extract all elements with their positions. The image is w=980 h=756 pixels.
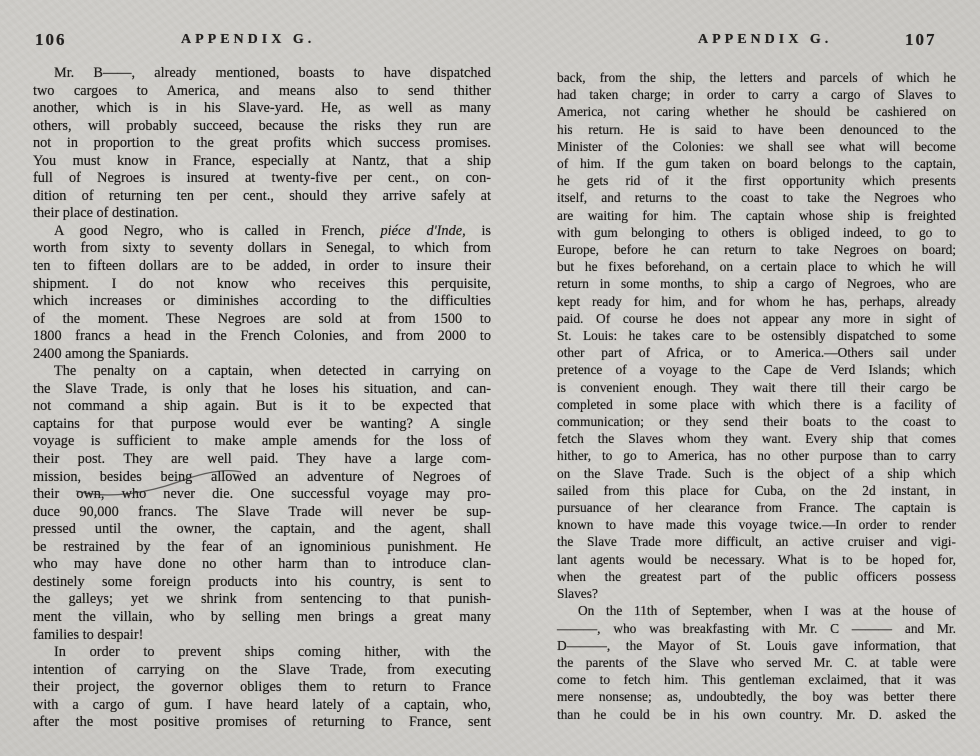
text-line: families to despair! <box>33 626 144 643</box>
text-line: with a cargo of gum. I have heard lately of a captain, who, <box>33 696 491 713</box>
text-line: Slaves? <box>557 586 598 602</box>
text-line: who may have done no other harm than to introduce clan- <box>33 556 491 573</box>
text-line: of him. If the gum taken on board belongs to the captain, <box>557 156 956 172</box>
text-line: return in some months, to ship a cargo of Negroes, who are <box>557 276 956 292</box>
text-line: mission, besides being allowed an adventure of Negroes of <box>33 468 491 485</box>
text-line: be restrained by the fear of an ignominious punishment. He <box>33 538 491 555</box>
text-line: pressed until the owner, the captain, and the agent, shall <box>33 521 491 538</box>
text-line: their project, the governor obliges them to return to France <box>33 679 491 696</box>
text-line: full of Negroes is insured at twenty-five per cent., on con- <box>33 170 491 187</box>
text-line: 2400 among the Spaniards. <box>33 345 189 362</box>
text-line: hither, to go to America, has no other purpose than to carry <box>557 448 956 464</box>
page-right-text-column <box>557 69 956 723</box>
text-line: is convenient enough. They wait there till their cargo be <box>557 379 956 395</box>
text-line: had taken charge; in order to carry a cargo of Slaves to <box>557 87 956 103</box>
text-line: kept ready for him, and for whom he has, perhaps, already <box>557 293 956 309</box>
text-line: Mr. B——, already mentioned, boasts to have dispatched <box>54 65 491 81</box>
text-line: their post. They are well paid. They have a large com- <box>33 451 491 468</box>
text-line: another, which is in his Slave-yard. He, as well as many <box>33 100 491 117</box>
text-line: sailed from this place for Cuba, on the 2d instant, in <box>557 482 956 498</box>
text-line: On the 11th of September, when I was at the house of <box>578 603 956 619</box>
text-line: destinely some foreign products into his country, is sent to <box>33 573 491 590</box>
text-line: pretence of a voyage to the Cape de Verd Islands; which <box>557 362 956 378</box>
text-line: voyage is sufficient to make ample amends for the loss of <box>33 433 491 450</box>
text-line: their own, who never die. One successful voyage may pro- <box>33 486 491 503</box>
text-line: the Slave Trade more difficult, an active cruiser and vigi- <box>557 534 956 550</box>
page-left-text-column <box>33 65 491 732</box>
text-line: two cargoes to America, and means also to send thither <box>33 82 491 99</box>
text-line: after the most positive promises of returning to France, sent <box>33 714 491 731</box>
text-line: when the greatest part of the public officers possess <box>557 568 956 584</box>
text-line: of the moment. These Negroes are sold at from 1500 to <box>33 310 491 327</box>
text-line: You must know in France, especially at Nantz, that a ship <box>33 152 491 169</box>
text-line: known to have made this voyage twice.—In order to render <box>557 517 956 533</box>
text-line: the parents of the Slave who served Mr. C. at table were <box>557 654 956 670</box>
text-line: intention of carrying on the Slave Trade, from executing <box>33 661 491 678</box>
text-line: he gets rid of it the first opportunity which presents <box>557 173 956 189</box>
text-line: worth from sixty to seventy dollars in Senegal, to which from <box>33 240 491 257</box>
text-line: ———, who was breakfasting with Mr. C ——— and Mr. <box>557 620 956 636</box>
page-number-right: 107 <box>905 30 937 49</box>
text-line: communication; or they send their boats to the coast to <box>557 414 956 430</box>
text-line: A good Negro, who is called in French, piéce d'Inde, is <box>54 222 491 239</box>
text-line: dition of returning ten per cent., should they arrive safely at <box>33 187 491 204</box>
text-line: not in proportion to the great profits which success promises. <box>33 135 491 152</box>
text-line: itself, and returns to the coast to take the Negroes who <box>557 190 956 206</box>
text-line: other part of Africa, or to America.—Others sail under <box>557 345 956 361</box>
text-line: their place of destination. <box>33 205 179 222</box>
text-line: ten to fifteen dollars are to be added, in order to insure their <box>33 258 491 275</box>
text-line: lant agents would be necessary. What is to be hoped for, <box>557 551 956 567</box>
text-line: shipment. I do not know who receives this perquisite, <box>33 275 491 292</box>
text-line: Europe, before he can return to take Negroes on board; <box>557 242 956 258</box>
text-line: which increases or diminishes according to the difficulties <box>33 293 491 310</box>
text-line: duce 90,000 francs. The Slave Trade will never be sup- <box>33 503 491 520</box>
text-line: mere nonsense; as, undoubtedly, the boy was better there <box>557 689 956 705</box>
text-line: captains for that purpose would ever be wanting? A single <box>33 415 491 432</box>
text-line: The penalty on a captain, when detected in carrying on <box>54 363 491 380</box>
text-line: back, from the ship, the letters and parcels of which he <box>557 70 956 85</box>
running-head-left: APPENDIX G. <box>181 32 316 47</box>
text-line: come to fetch him. This gentleman exclaimed, that it was <box>557 672 956 688</box>
text-line: completed in some place with which there is a facility of <box>557 396 956 412</box>
text-line: fetch the Slaves whom they want. Every ship that comes <box>557 431 956 447</box>
text-line: the galleys; yet we shrink from sentencing to that punish- <box>33 591 491 608</box>
text-line: his return. He is said to have been denounced to the <box>557 121 956 137</box>
text-line: on the Slave Trade. Such is the object of a ship which <box>557 465 956 481</box>
text-line: D———, the Mayor of St. Louis gave information, that <box>557 637 956 653</box>
text-line: ment the villain, who by selling men brings a great many <box>33 608 491 625</box>
text-line: not command a ship again. But is it to be expected that <box>33 398 491 415</box>
text-line: than he could be in his own country. Mr. D. asked the <box>557 706 956 722</box>
text-line: Minister of the Colonies: we shall see what will become <box>557 138 956 154</box>
text-line: are waiting for him. The captain whose ship is freighted <box>557 207 956 223</box>
text-line: pursuance of her clearance from France. The captain is <box>557 500 956 516</box>
text-line: with gum belonging to others is obliged indeed, to go to <box>557 224 956 240</box>
text-line: the Slave Trade, is only that he loses his situation, and can- <box>33 380 491 397</box>
text-line: In order to prevent ships coming hither, with the <box>54 644 491 661</box>
page-number-left: 106 <box>35 30 67 49</box>
text-line: 1800 francs a head in the French Colonies, and from 2000 to <box>33 328 491 345</box>
text-line: but he fixes beforehand, on a certain place to which he will <box>557 259 956 275</box>
running-head-right: APPENDIX G. <box>698 32 833 47</box>
text-line: St. Louis: he takes care to be ostensibly dispatched to some <box>557 328 956 344</box>
text-line: America, not caring whether he should be cashiered on <box>557 104 956 120</box>
text-line: others, will probably succeed, because the risks they run are <box>33 117 491 134</box>
text-line: paid. Of course he does not appear any more in sight of <box>557 310 956 326</box>
